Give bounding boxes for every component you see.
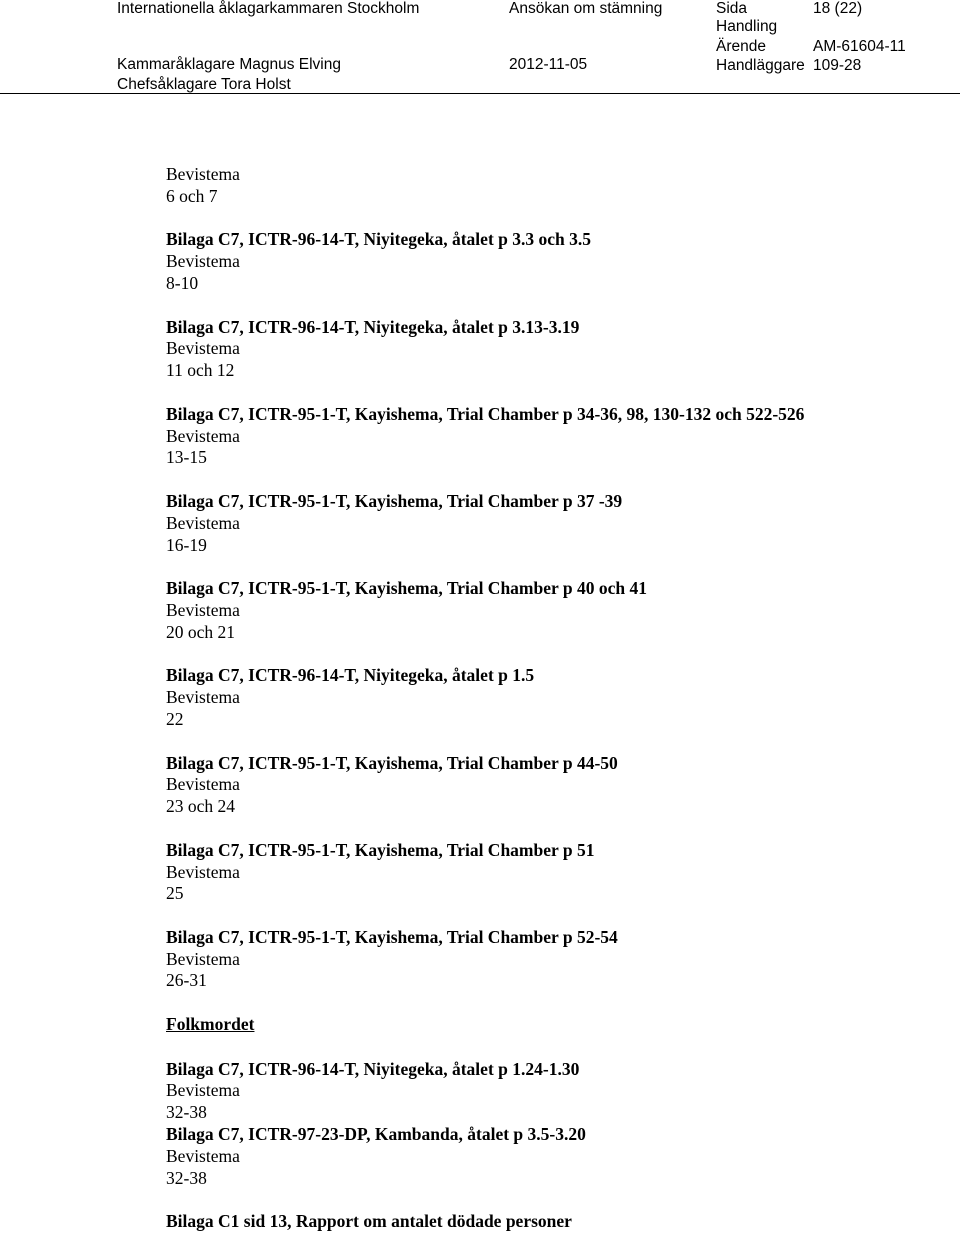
bevistema-label: Bevistema <box>166 774 240 795</box>
bevistema-label: Bevistema <box>166 512 240 533</box>
document-body <box>166 164 946 1233</box>
bevistema-range: 6 och 7 <box>166 185 218 206</box>
bilaga-reference: Bilaga C7, ICTR-96-14-T, Niyitegeka, åtalet p 1.24-1.30 <box>166 1058 580 1079</box>
bevistema-range: 20 och 21 <box>166 621 236 642</box>
header-sida-value: 18 (22) <box>813 0 863 17</box>
bevistema-range: 25 <box>166 883 184 904</box>
bevistema-range: 23 och 24 <box>166 796 236 817</box>
bevistema-label: Bevistema <box>166 948 240 969</box>
header-arende-value: AM-61604-11 <box>813 38 906 55</box>
evidence-entry <box>166 840 946 905</box>
page-header <box>0 0 960 96</box>
evidence-entry <box>166 927 946 992</box>
evidence-entry <box>166 164 946 208</box>
bilaga-reference: Bilaga C7, ICTR-97-23-DP, Kambanda, åtalet p 3.5-3.20 <box>166 1124 586 1145</box>
bilaga-reference: Bilaga C7, ICTR-96-14-T, Niyitegeka, åtalet p 3.3 och 3.5 <box>166 229 591 250</box>
bevistema-range: 8-10 <box>166 272 199 293</box>
bevistema-range: 11 och 12 <box>166 360 235 381</box>
header-handlaggare-value: 109-28 <box>813 57 862 74</box>
bilaga-reference: Bilaga C7, ICTR-95-1-T, Kayishema, Trial Chamber p 34-36, 98, 130-132 och 522-526 <box>166 403 805 424</box>
evidence-entry <box>166 404 946 469</box>
bevistema-label: Bevistema <box>166 599 240 620</box>
bilaga-reference: Bilaga C7, ICTR-96-14-T, Niyitegeka, åtalet p 3.13-3.19 <box>166 316 580 337</box>
bilaga-reference: Bilaga C7, ICTR-95-1-T, Kayishema, Trial Chamber p 37 -39 <box>166 490 623 511</box>
evidence-entry <box>166 753 946 818</box>
bevistema-label: Bevistema <box>166 251 240 272</box>
evidence-entry <box>166 578 946 643</box>
section-heading: Folkmordet <box>166 1014 255 1035</box>
header-sida-label: Sida <box>716 0 748 17</box>
evidence-entry <box>166 1059 946 1124</box>
header-divider <box>0 93 960 94</box>
evidence-entry <box>166 1124 946 1189</box>
evidence-entry <box>166 229 946 294</box>
evidence-entry <box>166 317 946 382</box>
bilaga-reference: Bilaga C7, ICTR-95-1-T, Kayishema, Trial Chamber p 44-50 <box>166 752 618 773</box>
bevistema-range: 16-19 <box>166 534 207 555</box>
final-bilaga-reference: Bilaga C1 sid 13, Rapport om antalet dödade personer <box>166 1211 572 1232</box>
header-prosecutor-2: Chefsåklagare Tora Holst <box>117 76 291 93</box>
header-org: Internationella åklagarkammaren Stockholm <box>117 0 420 17</box>
bevistema-range: 32-38 <box>166 1167 207 1188</box>
header-date: 2012-11-05 <box>509 56 588 73</box>
bevistema-label: Bevistema <box>166 861 240 882</box>
bevistema-range: 22 <box>166 708 184 729</box>
bevistema-label: Bevistema <box>166 338 240 359</box>
header-prosecutor-1: Kammaråklagare Magnus Elving <box>117 56 341 73</box>
header-handlaggare-label: Handläggare <box>716 57 805 74</box>
header-doc-type: Ansökan om stämning <box>509 0 663 17</box>
bevistema-label: Bevistema <box>166 1080 240 1101</box>
bevistema-label: Bevistema <box>166 164 240 184</box>
bevistema-label: Bevistema <box>166 687 240 708</box>
bilaga-reference: Bilaga C7, ICTR-95-1-T, Kayishema, Trial Chamber p 52-54 <box>166 926 618 947</box>
bilaga-reference: Bilaga C7, ICTR-95-1-T, Kayishema, Trial Chamber p 40 och 41 <box>166 578 647 599</box>
bevistema-range: 26-31 <box>166 970 207 991</box>
bilaga-reference: Bilaga C7, ICTR-96-14-T, Niyitegeka, åtalet p 1.5 <box>166 665 535 686</box>
header-arende-label: Ärende <box>716 38 766 55</box>
bevistema-label: Bevistema <box>166 1145 240 1166</box>
header-handling-label: Handling <box>716 18 778 35</box>
bevistema-range: 32-38 <box>166 1102 207 1123</box>
bevistema-label: Bevistema <box>166 425 240 446</box>
bevistema-range: 13-15 <box>166 447 207 468</box>
bilaga-reference: Bilaga C7, ICTR-95-1-T, Kayishema, Trial Chamber p 51 <box>166 839 595 860</box>
evidence-entry <box>166 665 946 730</box>
evidence-entry <box>166 491 946 556</box>
